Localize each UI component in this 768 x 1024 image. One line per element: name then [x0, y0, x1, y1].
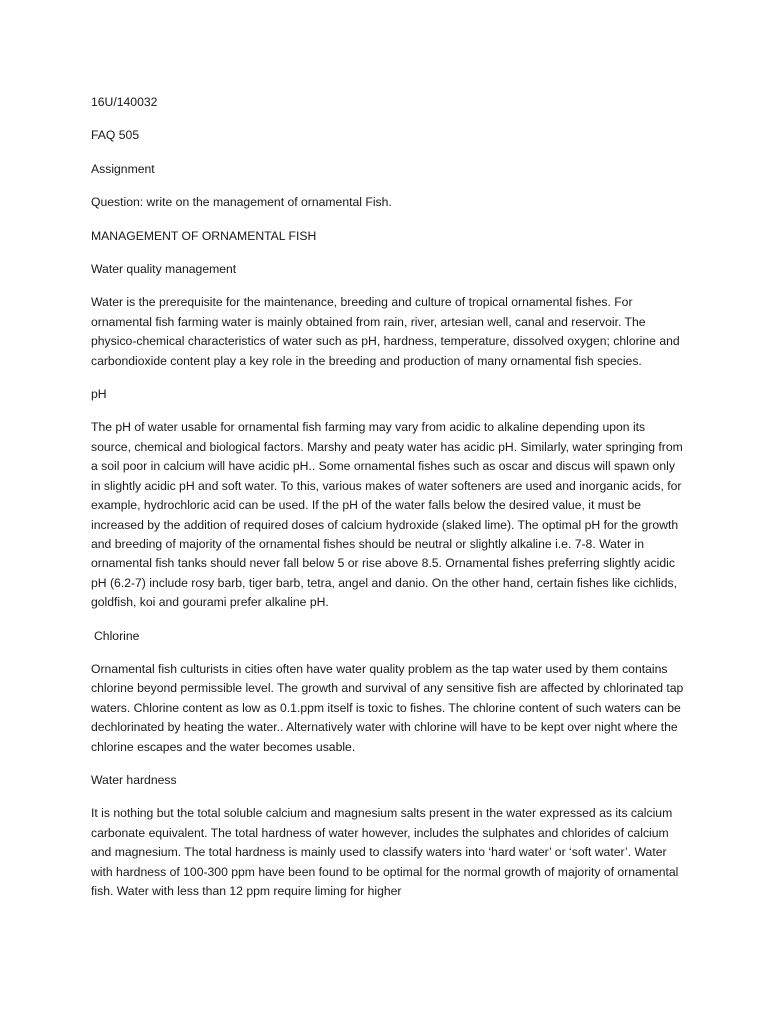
- heading-chlorine: Chlorine: [94, 628, 140, 643]
- document-body: [91, 93, 685, 915]
- student-id: 16U/140032: [91, 95, 158, 109]
- heading-water-quality: Water quality management: [91, 262, 237, 277]
- paragraph-ph: The pH of water usable for ornamental fish farming may vary from acidic to alkaline depending upon its source, chemical and biological factors. Marshy and peaty water has acidic pH. Similarly, water springing from a soil poor in calcium will have acidic pH.. Some ornamental fishes such as oscar and discus will spawn only in slightly acidic pH and soft water. To this, various makes of water softeners are used and inorganic acids, for example, hydrochloric acid can be used. If the pH of the water falls below the desired value, it must be increased by the addition of required doses of calcium hydroxide (slaked lime). The optimal pH for the growth and breeding of majority of the ornamental fishes should be neutral or slightly alkaline i.e. 7-8. Water in ornamental fish tanks should never fall below 5 or rise above 8.5. Ornamental fishes preferring slightly acidic pH (6.2-7) include rosy barb, tiger barb, tetra, angel and danio. On the other hand, certain fishes like cichlids, goldfish, koi and gourami prefer alkaline pH.: [91, 420, 683, 610]
- course-code: FAQ 505: [91, 128, 140, 143]
- document-type: Assignment: [91, 161, 155, 176]
- heading-water-hardness: Water hardness: [91, 772, 177, 787]
- paragraph-chlorine: Ornamental fish culturists in cities often have water quality problem as the tap water used by them contains chlorine beyond permissible level. The growth and survival of any sensitive fish are affected by chlorinated tap waters. Chlorine content as low as 0.1.ppm itself is toxic to fishes. The chlorine content of such waters can be dechlorinated by heating the water.. Alternatively water with chlorine will have to be kept over night where the chlorine escapes and the water becomes usable.: [91, 661, 684, 754]
- heading-ph: pH: [91, 387, 107, 402]
- document-title: MANAGEMENT OF ORNAMENTAL FISH: [91, 228, 317, 243]
- paragraph-water-quality: Water is the prerequisite for the maintenance, breeding and culture of tropical ornamental fishes. For ornamental fish farming water is mainly obtained from rain, river, artesian well, canal and reservoir. The physico-chemical characteristics of water such as pH, hardness, temperature, dissolved oxygen; chlorine and carbondioxide content play a key role in the breeding and production of many ornamental fish species.: [91, 295, 680, 368]
- assignment-question: Question: write on the management of ornamental Fish.: [91, 195, 392, 210]
- paragraph-water-hardness: It is nothing but the total soluble calcium and magnesium salts present in the water expressed as its calcium carbonate equivalent. The total hardness of water however, includes the sulphates and chlorides of calcium and magnesium. The total hardness is mainly used to classify waters into ‘hard water’ or ‘soft water’. Water with hardness of 100-300 ppm have been found to be optimal for the normal growth of majority of ornamental fish. Water with less than 12 ppm require liming for higher: [91, 806, 679, 898]
